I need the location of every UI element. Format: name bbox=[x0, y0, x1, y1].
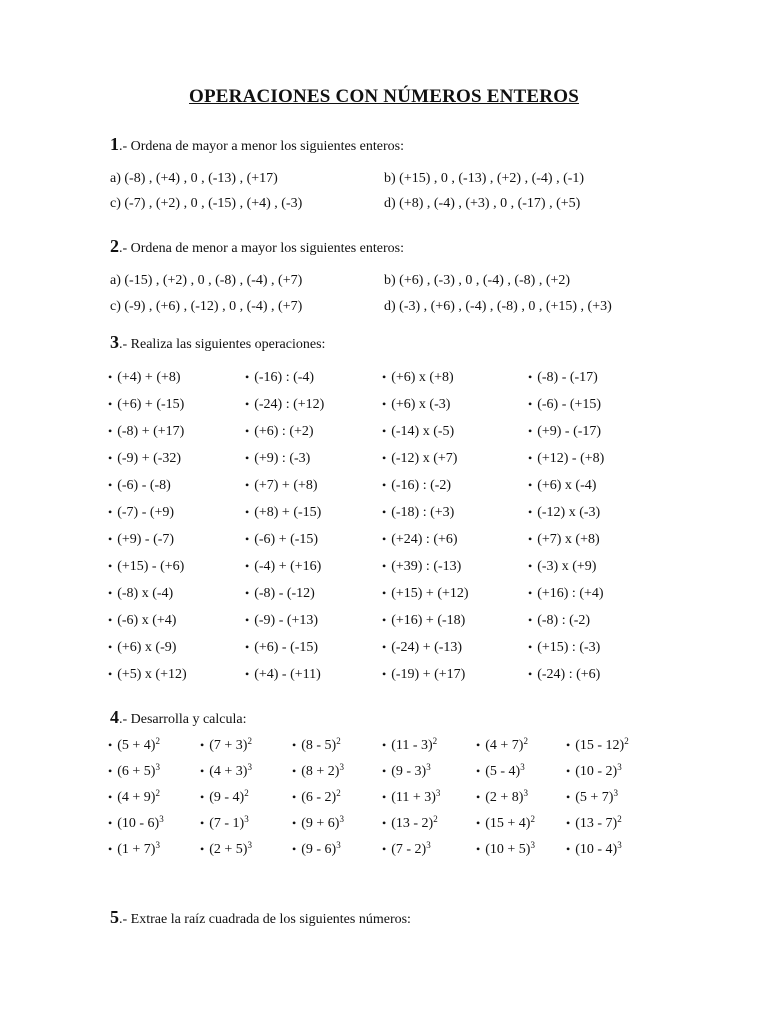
section-2-item-c: c) (-9) , (+6) , (-12) , 0 , (-4) , (+7) bbox=[110, 299, 303, 314]
operation-text: (-14) x (-5) bbox=[391, 424, 455, 439]
power-exponent: 2 bbox=[624, 736, 629, 746]
operation-item bbox=[108, 532, 174, 548]
operation-text: (+6) - (-15) bbox=[254, 640, 319, 655]
power-item bbox=[382, 790, 440, 806]
bullet-icon: • bbox=[476, 738, 481, 752]
power-item bbox=[292, 764, 344, 780]
bullet-icon: • bbox=[566, 790, 571, 804]
operation-text: (-6) x (+4) bbox=[117, 613, 177, 628]
operation-text: (+4) - (+11) bbox=[254, 667, 321, 682]
power-item bbox=[382, 764, 431, 780]
bullet-icon: • bbox=[528, 640, 533, 654]
power-item bbox=[476, 764, 525, 780]
operation-text: (-3) x (+9) bbox=[537, 559, 597, 574]
operation-item bbox=[382, 559, 461, 575]
operation-item bbox=[245, 478, 318, 494]
operation-item bbox=[382, 640, 462, 656]
operation-text: (-19) + (+17) bbox=[391, 667, 466, 682]
bullet-icon: • bbox=[108, 640, 113, 654]
bullet-icon: • bbox=[108, 397, 113, 411]
power-base: (10 - 2) bbox=[575, 764, 618, 779]
section-3-text: .- Realiza las siguientes operaciones: bbox=[119, 337, 326, 352]
bullet-icon: • bbox=[245, 397, 250, 411]
power-item bbox=[292, 816, 344, 832]
power-exponent: 3 bbox=[244, 814, 249, 824]
operation-text: (+6) x (+8) bbox=[391, 370, 454, 385]
bullet-icon: • bbox=[245, 640, 250, 654]
bullet-icon: • bbox=[382, 478, 387, 492]
bullet-icon: • bbox=[382, 667, 387, 681]
power-item bbox=[200, 764, 252, 780]
bullet-icon: • bbox=[528, 478, 533, 492]
bullet-icon: • bbox=[108, 424, 113, 438]
power-exponent: 3 bbox=[617, 840, 622, 850]
bullet-icon: • bbox=[200, 842, 205, 856]
power-base: (10 - 4) bbox=[575, 842, 618, 857]
bullet-icon: • bbox=[528, 667, 533, 681]
operation-item bbox=[382, 667, 465, 683]
section-4-heading bbox=[110, 707, 247, 728]
power-item bbox=[200, 790, 249, 806]
bullet-icon: • bbox=[382, 842, 387, 856]
section-1-heading bbox=[110, 134, 404, 155]
operation-text: (-7) - (+9) bbox=[117, 505, 175, 520]
power-item bbox=[566, 738, 629, 754]
operation-text: (+6) : (+2) bbox=[254, 424, 314, 439]
operation-item bbox=[108, 424, 184, 440]
power-base: (5 - 4) bbox=[485, 764, 521, 779]
operation-item bbox=[528, 370, 598, 386]
operation-text: (+9) : (-3) bbox=[254, 451, 311, 466]
power-item bbox=[382, 842, 431, 858]
operation-text: (-8) : (-2) bbox=[537, 613, 591, 628]
power-item bbox=[200, 816, 249, 832]
bullet-icon: • bbox=[382, 790, 387, 804]
operation-text: (+12) - (+8) bbox=[537, 451, 605, 466]
bullet-icon: • bbox=[200, 738, 205, 752]
power-item bbox=[108, 816, 164, 832]
bullet-icon: • bbox=[292, 816, 297, 830]
operation-item bbox=[108, 640, 176, 656]
power-base: (9 - 3) bbox=[391, 764, 427, 779]
bullet-icon: • bbox=[528, 451, 533, 465]
section-1-item-a: a) (-8) , (+4) , 0 , (-13) , (+17) bbox=[110, 171, 278, 186]
operation-item bbox=[528, 586, 604, 602]
operation-item bbox=[382, 532, 458, 548]
operation-text: (+6) x (-9) bbox=[117, 640, 177, 655]
power-base: (9 + 6) bbox=[301, 816, 340, 831]
operation-text: (+6) x (-3) bbox=[391, 397, 451, 412]
operation-text: (+39) : (-13) bbox=[391, 559, 462, 574]
operation-item bbox=[108, 505, 174, 521]
operation-text: (+7) + (+8) bbox=[254, 478, 318, 493]
operation-item bbox=[528, 613, 590, 629]
bullet-icon: • bbox=[476, 764, 481, 778]
power-item bbox=[476, 790, 528, 806]
operation-text: (-24) : (+12) bbox=[254, 397, 325, 412]
operation-item bbox=[382, 505, 454, 521]
bullet-icon: • bbox=[245, 451, 250, 465]
operation-item bbox=[382, 370, 454, 386]
operation-text: (+6) + (-15) bbox=[117, 397, 185, 412]
operation-text: (+24) : (+6) bbox=[391, 532, 458, 547]
operation-text: (-12) x (+7) bbox=[391, 451, 458, 466]
power-base: (4 + 3) bbox=[209, 764, 248, 779]
section-1-text: .- Ordena de mayor a menor los siguientes enteros: bbox=[119, 139, 404, 154]
operation-item bbox=[108, 397, 184, 413]
bullet-icon: • bbox=[108, 764, 113, 778]
bullet-icon: • bbox=[566, 816, 571, 830]
operation-item bbox=[528, 424, 601, 440]
bullet-icon: • bbox=[382, 764, 387, 778]
power-exponent: 2 bbox=[617, 814, 622, 824]
section-2-item-b: b) (+6) , (-3) , 0 , (-4) , (-8) , (+2) bbox=[384, 273, 571, 288]
operation-text: (+9) - (-7) bbox=[117, 532, 175, 547]
section-3-heading bbox=[110, 332, 325, 353]
bullet-icon: • bbox=[476, 790, 481, 804]
operation-text: (-9) + (-32) bbox=[117, 451, 182, 466]
power-base: (10 + 5) bbox=[485, 842, 531, 857]
operation-text: (-8) + (+17) bbox=[117, 424, 185, 439]
power-item bbox=[200, 738, 252, 754]
bullet-icon: • bbox=[245, 370, 250, 384]
power-base: (7 + 3) bbox=[209, 738, 248, 753]
power-item bbox=[566, 842, 622, 858]
power-base: (5 + 7) bbox=[575, 790, 614, 805]
power-item bbox=[108, 842, 160, 858]
power-base: (1 + 7) bbox=[117, 842, 156, 857]
operation-item bbox=[528, 559, 596, 575]
section-2-item-a: a) (-15) , (+2) , 0 , (-8) , (-4) , (+7) bbox=[110, 273, 303, 288]
bullet-icon: • bbox=[108, 532, 113, 546]
operation-item bbox=[528, 505, 600, 521]
power-item bbox=[566, 790, 618, 806]
section-1-item-b: b) (+15) , 0 , (-13) , (+2) , (-4) , (-1) bbox=[384, 171, 585, 186]
section-2-heading bbox=[110, 236, 404, 257]
operation-item bbox=[245, 397, 324, 413]
operation-item bbox=[382, 424, 454, 440]
bullet-icon: • bbox=[382, 424, 387, 438]
power-item bbox=[200, 842, 252, 858]
power-exponent: 2 bbox=[433, 814, 438, 824]
bullet-icon: • bbox=[292, 842, 297, 856]
operation-item bbox=[245, 532, 318, 548]
power-item bbox=[476, 816, 535, 832]
bullet-icon: • bbox=[528, 532, 533, 546]
power-exponent: 3 bbox=[247, 840, 252, 850]
power-item bbox=[292, 738, 341, 754]
power-exponent: 3 bbox=[159, 814, 164, 824]
operation-item bbox=[245, 370, 314, 386]
bullet-icon: • bbox=[245, 667, 250, 681]
operation-text: (-8) - (-17) bbox=[537, 370, 598, 385]
power-exponent: 2 bbox=[523, 736, 528, 746]
bullet-icon: • bbox=[108, 613, 113, 627]
section-5-number: 5 bbox=[110, 907, 119, 927]
section-2-number: 2 bbox=[110, 236, 119, 256]
power-base: (9 - 6) bbox=[301, 842, 337, 857]
operation-text: (+15) : (-3) bbox=[537, 640, 601, 655]
bullet-icon: • bbox=[528, 613, 533, 627]
bullet-icon: • bbox=[528, 370, 533, 384]
bullet-icon: • bbox=[292, 738, 297, 752]
page-title: OPERACIONES CON NÚMEROS ENTEROS bbox=[189, 86, 579, 107]
bullet-icon: • bbox=[108, 586, 113, 600]
power-exponent: 2 bbox=[336, 736, 341, 746]
operation-text: (+8) + (-15) bbox=[254, 505, 322, 520]
operation-text: (-16) : (-2) bbox=[391, 478, 452, 493]
power-item bbox=[382, 738, 437, 754]
power-exponent: 3 bbox=[426, 762, 431, 772]
power-base: (6 - 2) bbox=[301, 790, 337, 805]
power-base: (15 + 4) bbox=[485, 816, 531, 831]
section-4-number: 4 bbox=[110, 707, 119, 727]
bullet-icon: • bbox=[528, 559, 533, 573]
operation-item bbox=[528, 532, 600, 548]
operation-text: (+16) + (-18) bbox=[391, 613, 466, 628]
operation-item bbox=[528, 640, 600, 656]
operation-text: (-16) : (-4) bbox=[254, 370, 315, 385]
power-exponent: 2 bbox=[432, 736, 438, 746]
bullet-icon: • bbox=[108, 842, 113, 856]
bullet-icon: • bbox=[382, 397, 387, 411]
bullet-icon: • bbox=[382, 816, 387, 830]
power-base: (4 + 7) bbox=[485, 738, 524, 753]
power-exponent: 3 bbox=[530, 840, 535, 850]
operation-item bbox=[108, 586, 173, 602]
bullet-icon: • bbox=[245, 613, 250, 627]
operation-text: (+9) - (-17) bbox=[537, 424, 602, 439]
power-item bbox=[382, 816, 438, 832]
power-exponent: 3 bbox=[339, 762, 344, 772]
power-exponent: 2 bbox=[336, 788, 341, 798]
bullet-icon: • bbox=[528, 505, 533, 519]
bullet-icon: • bbox=[292, 790, 297, 804]
bullet-icon: • bbox=[566, 764, 571, 778]
power-base: (9 - 4) bbox=[209, 790, 245, 805]
power-base: (6 + 5) bbox=[117, 764, 156, 779]
operation-text: (-18) : (+3) bbox=[391, 505, 455, 520]
bullet-icon: • bbox=[200, 790, 205, 804]
bullet-icon: • bbox=[382, 586, 387, 600]
power-exponent: 3 bbox=[520, 762, 525, 772]
bullet-icon: • bbox=[292, 764, 297, 778]
operation-text: (+4) + (+8) bbox=[117, 370, 181, 385]
power-exponent: 3 bbox=[155, 762, 160, 772]
bullet-icon: • bbox=[382, 738, 387, 752]
power-exponent: 2 bbox=[155, 736, 160, 746]
operation-item bbox=[245, 667, 321, 683]
section-5-text: .- Extrae la raíz cuadrada de los siguientes números: bbox=[119, 912, 411, 927]
power-exponent: 2 bbox=[247, 736, 252, 746]
section-1-number: 1 bbox=[110, 134, 119, 154]
operation-text: (-24) + (-13) bbox=[391, 640, 463, 655]
bullet-icon: • bbox=[108, 559, 113, 573]
operation-item bbox=[528, 478, 596, 494]
operation-text: (-24) : (+6) bbox=[537, 667, 601, 682]
section-1-item-d: d) (+8) , (-4) , (+3) , 0 , (-17) , (+5) bbox=[384, 196, 581, 211]
power-item bbox=[292, 790, 341, 806]
operation-text: (-6) + (-15) bbox=[254, 532, 319, 547]
bullet-icon: • bbox=[108, 816, 113, 830]
operation-item bbox=[245, 640, 318, 656]
power-exponent: 2 bbox=[155, 788, 160, 798]
power-exponent: 2 bbox=[244, 788, 249, 798]
power-item bbox=[108, 790, 160, 806]
bullet-icon: • bbox=[108, 667, 113, 681]
operation-text: (-12) x (-3) bbox=[537, 505, 601, 520]
power-item bbox=[476, 842, 535, 858]
bullet-icon: • bbox=[476, 842, 481, 856]
bullet-icon: • bbox=[476, 816, 481, 830]
bullet-icon: • bbox=[566, 738, 571, 752]
power-base: (7 - 2) bbox=[391, 842, 427, 857]
section-2-text: .- Ordena de menor a mayor los siguientes enteros: bbox=[119, 241, 404, 256]
power-base: (7 - 1) bbox=[209, 816, 245, 831]
power-base: (2 + 8) bbox=[485, 790, 524, 805]
power-exponent: 3 bbox=[339, 814, 344, 824]
bullet-icon: • bbox=[108, 451, 113, 465]
power-base: (4 + 9) bbox=[117, 790, 156, 805]
power-base: (15 - 12) bbox=[575, 738, 625, 753]
power-exponent: 3 bbox=[523, 788, 528, 798]
operation-item bbox=[108, 451, 181, 467]
power-exponent: 3 bbox=[247, 762, 252, 772]
power-item bbox=[476, 738, 528, 754]
power-exponent: 3 bbox=[613, 788, 618, 798]
power-exponent: 3 bbox=[155, 840, 160, 850]
bullet-icon: • bbox=[528, 586, 533, 600]
operation-item bbox=[245, 505, 321, 521]
bullet-icon: • bbox=[528, 424, 533, 438]
section-5-heading bbox=[110, 907, 411, 928]
bullet-icon: • bbox=[528, 397, 533, 411]
power-exponent: 2 bbox=[530, 814, 535, 824]
operation-item bbox=[528, 397, 601, 413]
operation-text: (+7) x (+8) bbox=[537, 532, 600, 547]
operation-item bbox=[245, 559, 321, 575]
operation-text: (+15) + (+12) bbox=[391, 586, 469, 601]
operation-text: (-8) x (-4) bbox=[117, 586, 174, 601]
operation-text: (-8) - (-12) bbox=[254, 586, 315, 601]
operation-item bbox=[108, 559, 184, 575]
power-base: (8 - 5) bbox=[301, 738, 337, 753]
operation-text: (-4) + (+16) bbox=[254, 559, 322, 574]
operation-item bbox=[382, 451, 457, 467]
operation-text: (+6) x (-4) bbox=[537, 478, 597, 493]
bullet-icon: • bbox=[382, 532, 387, 546]
power-item bbox=[566, 764, 622, 780]
bullet-icon: • bbox=[245, 505, 250, 519]
power-exponent: 3 bbox=[435, 788, 441, 798]
power-exponent: 3 bbox=[617, 762, 622, 772]
operation-item bbox=[245, 586, 315, 602]
operation-item bbox=[245, 451, 310, 467]
section-1-item-c: c) (-7) , (+2) , 0 , (-15) , (+4) , (-3) bbox=[110, 196, 303, 211]
bullet-icon: • bbox=[200, 816, 205, 830]
bullet-icon: • bbox=[245, 586, 250, 600]
operation-text: (+15) - (+6) bbox=[117, 559, 185, 574]
power-base: (13 - 2) bbox=[391, 816, 434, 831]
operation-item bbox=[108, 667, 187, 683]
operation-item bbox=[382, 397, 450, 413]
operation-item bbox=[108, 613, 176, 629]
bullet-icon: • bbox=[108, 790, 113, 804]
power-base: (11 + 3) bbox=[391, 790, 436, 805]
bullet-icon: • bbox=[200, 764, 205, 778]
bullet-icon: • bbox=[566, 842, 571, 856]
bullet-icon: • bbox=[245, 532, 250, 546]
section-2-item-d: d) (-3) , (+6) , (-4) , (-8) , 0 , (+15) , (+3) bbox=[384, 299, 612, 314]
operation-item bbox=[108, 478, 171, 494]
power-exponent: 3 bbox=[426, 840, 431, 850]
power-base: (8 + 2) bbox=[301, 764, 340, 779]
power-base: (13 - 7) bbox=[575, 816, 618, 831]
power-item bbox=[108, 738, 160, 754]
operation-text: (-9) - (+13) bbox=[254, 613, 319, 628]
bullet-icon: • bbox=[382, 613, 387, 627]
bullet-icon: • bbox=[108, 738, 113, 752]
section-4-text: .- Desarrolla y calcula: bbox=[119, 712, 247, 727]
operation-text: (+5) x (+12) bbox=[117, 667, 187, 682]
power-base: (11 - 3) bbox=[391, 738, 433, 753]
bullet-icon: • bbox=[245, 478, 250, 492]
power-exponent: 3 bbox=[336, 840, 341, 850]
power-base: (2 + 5) bbox=[209, 842, 248, 857]
bullet-icon: • bbox=[382, 370, 387, 384]
bullet-icon: • bbox=[382, 640, 387, 654]
power-base: (5 + 4) bbox=[117, 738, 156, 753]
operation-item bbox=[245, 424, 314, 440]
operation-item bbox=[245, 613, 318, 629]
operation-item bbox=[382, 613, 465, 629]
operation-item bbox=[382, 478, 451, 494]
operation-item bbox=[108, 370, 181, 386]
power-base: (10 - 6) bbox=[117, 816, 160, 831]
operation-item bbox=[382, 586, 469, 602]
bullet-icon: • bbox=[108, 370, 113, 384]
power-item bbox=[292, 842, 341, 858]
bullet-icon: • bbox=[108, 478, 113, 492]
bullet-icon: • bbox=[382, 505, 387, 519]
section-3-number: 3 bbox=[110, 332, 119, 352]
operation-text: (-6) - (-8) bbox=[117, 478, 171, 493]
bullet-icon: • bbox=[245, 559, 250, 573]
operation-item bbox=[528, 667, 600, 683]
bullet-icon: • bbox=[382, 451, 387, 465]
bullet-icon: • bbox=[245, 424, 250, 438]
operation-item bbox=[528, 451, 604, 467]
bullet-icon: • bbox=[382, 559, 387, 573]
operation-text: (-6) - (+15) bbox=[537, 397, 602, 412]
power-item bbox=[566, 816, 622, 832]
bullet-icon: • bbox=[108, 505, 113, 519]
power-item bbox=[108, 764, 160, 780]
operation-text: (+16) : (+4) bbox=[537, 586, 604, 601]
